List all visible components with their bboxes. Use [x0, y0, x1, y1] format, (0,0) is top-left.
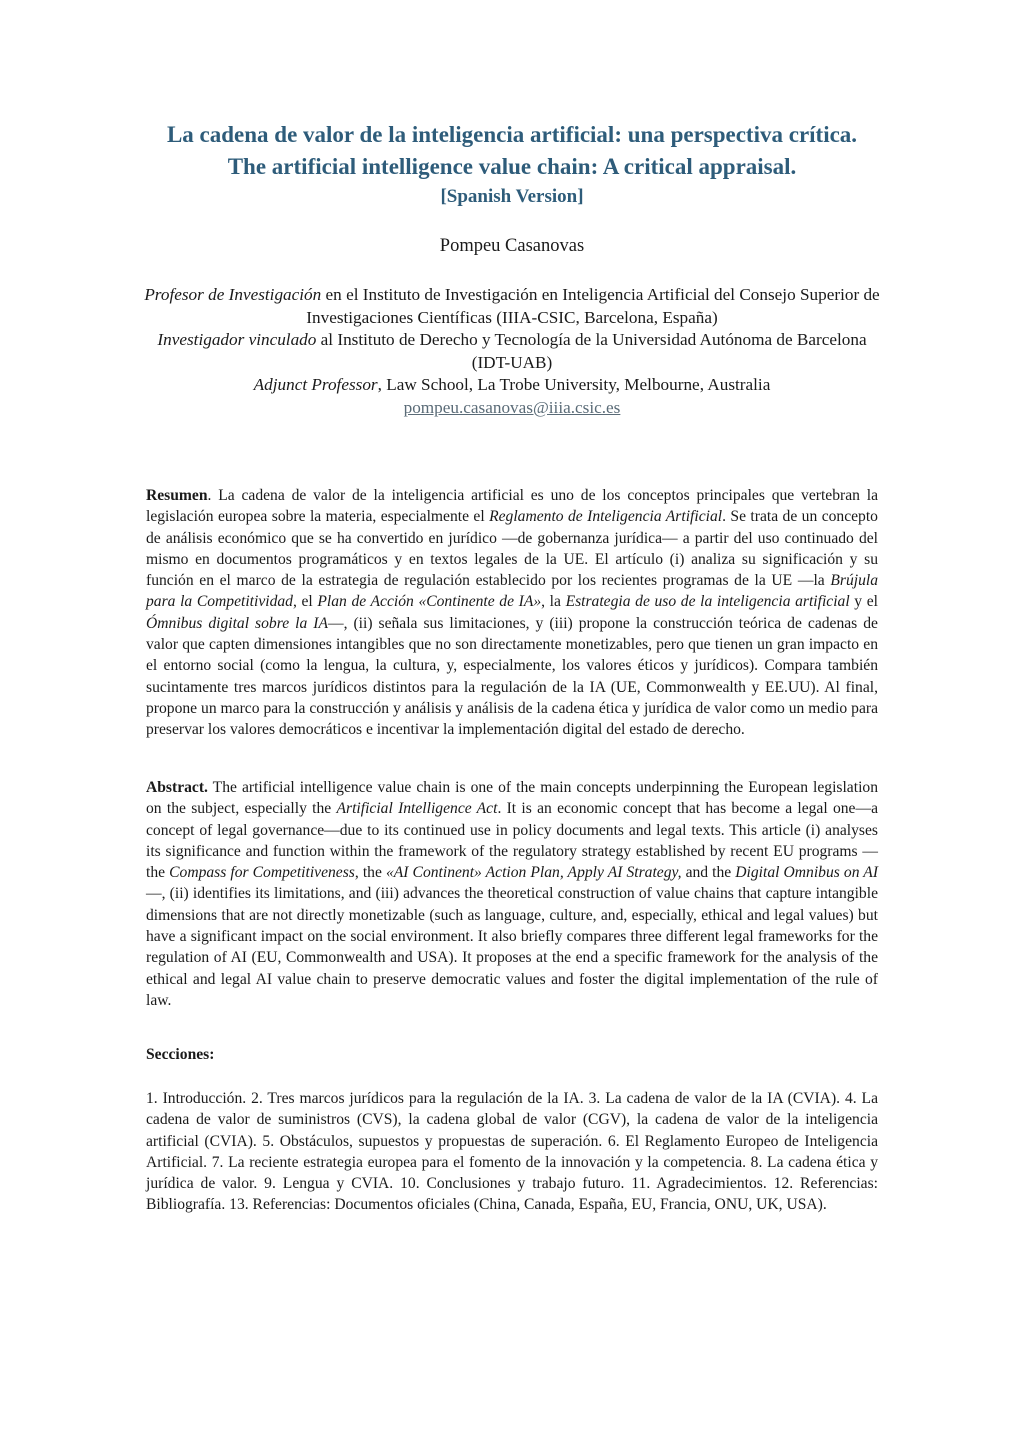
abstract-italic-4: Digital Omnibus on AI	[735, 864, 879, 882]
abstract-text-1: The artificial intelligence value chain is one of the main concepts underpinning the European legislation on the subject, especially the	[146, 779, 878, 818]
author-name: Pompeu Casanovas	[439, 236, 585, 256]
abstract-paragraph	[146, 777, 878, 1011]
resumen-text-6: —, (ii) señala sus limitaciones, y (iii) propone la construcción teórica de cadenas de valor que capten dimensiones intangibles que no son directamente monetizables, pero que tienen un gran impacto en el entorno social (como la lengua, la cultura, y, especialmente, los valores éticos y jurídicos). Compara también sucintamente tres marcos jurídicos distintos para la regulación de la IA (UE, Commonwealth y EE.UU). Al final, propone un marco para la construcción y análisis y análisis de la cadena ética y jurídica de valor como un medio para preservar los valores democráticos e incentivar la implementación digital del estado de derecho.	[146, 614, 878, 739]
title-spanish: La cadena de valor de la inteligencia artificial: una perspectiva crítica.	[166, 122, 858, 147]
affiliation-2-text: al Instituto de Derecho y Tecnología de la Universidad Autónoma de Barcelona (IDT-UAB)	[316, 330, 867, 372]
affiliation-2	[140, 329, 884, 374]
resumen-italic-5: Ómnibus digital sobre la IA	[146, 614, 328, 632]
abstract-text-4: and the	[681, 864, 736, 882]
affiliation-1-role: Profesor de Investigación	[144, 285, 322, 304]
affiliation-2-role: Investigador vinculado	[157, 330, 317, 350]
resumen-text-1: . La cadena de valor de la inteligencia artificial es uno de los conceptos principales que vertebran la legislación europea sobre la materia, especialmente el	[146, 487, 878, 526]
abstract-text-3: , the	[354, 864, 386, 882]
abstract-text-2: . It is an economic concept that has become a legal one—a concept of legal governance—due to its continued use in policy documents and legal texts. This article (i) analyses its significance and function within the framework of the regulatory strategy established by recent EU programs —the	[146, 800, 878, 882]
abstract-section	[146, 777, 878, 1011]
author-email-link[interactable]: pompeu.casanovas@iiia.csic.es	[403, 397, 621, 417]
affiliation-1	[140, 284, 884, 329]
abstract-text-5: —, (ii) identifies its limitations, and (iii) advances the theoretical construction of value chains that capture intangible dimensions that are not directly monetizable (such as language, culture, and, especially, ethical and legal values) but have a significant impact on the social environment. It also briefly compares three different legal frameworks for the regulation of AI (EU, Commonwealth and USA). It proposes at the end a specific framework for the analysis of the ethical and legal AI value chain to preserve democratic values and foster the digital implementation of the rule of law.	[146, 885, 878, 1009]
title-version: [Spanish Version]	[440, 186, 584, 207]
affiliation-3-role: Adjunct Professor	[253, 375, 378, 395]
affiliation-1-text: en el Instituto de Investigación en Inteligencia Artificial del Consejo Superior de Investigaciones Científicas (IIIA-CSIC, Barcelona, España)	[306, 285, 880, 327]
resumen-italic-4: Estrategia de uso de la inteligencia artificial	[565, 593, 850, 611]
affiliation-3-text: , Law School, La Trobe University, Melbourne, Australia	[377, 375, 771, 395]
abstract-label: Abstract.	[146, 779, 208, 796]
abstract-italic-3: «AI Continent» Action Plan, Apply AI Strategy,	[385, 864, 682, 882]
resumen-text-4: , la	[541, 593, 566, 611]
email-line	[140, 397, 884, 420]
title-english: The artificial intelligence value chain: A critical appraisal.	[227, 154, 797, 179]
resumen-italic-2: Brújula para la Competitividad	[146, 572, 878, 611]
resumen-italic-3: Plan de Acción «Continente de IA»	[317, 593, 542, 611]
resumen-paragraph	[146, 485, 878, 741]
resumen-label: Resumen	[146, 487, 208, 504]
abstract-italic-1: Artificial Intelligence Act	[336, 800, 498, 818]
title-block	[100, 119, 924, 210]
resumen-section	[146, 485, 878, 741]
affiliation-3	[140, 374, 884, 397]
affiliations	[140, 284, 884, 420]
resumen-text-5: y el	[849, 593, 878, 611]
resumen-italic-1: Reglamento de Inteligencia Artificial	[489, 508, 723, 526]
sections-heading: Secciones:	[146, 1046, 215, 1063]
sections-list: 1. Introducción. 2. Tres marcos jurídicos para la regulación de la IA. 3. La cadena de valor de la IA (CVIA). 4. La cadena de valor de suministros (CVS), la cadena global de valor (CGV), la cadena de valor de la inteligencia artificial (CVIA). 5. Obstáculos, supuestos y propuestas de superación. 6. El Reglamento Europeo de Inteligencia Artificial. 7. La reciente estrategia europea para el fomento de la innovación y la competencia. 8. La cadena ética y jurídica de valor. 9. Lengua y CVIA. 10. Conclusiones y trabajo futuro. 11. Agradecimientos. 12. Referencias: Bibliografía. 13. Referencias: Documentos oficiales (China, Canada, España, EU, Francia, ONU, UK, USA).	[146, 1090, 878, 1214]
resumen-text-2: . Se trata de un concepto de análisis económico que se ha convertido en jurídico —de gobernanza jurídica— a partir del uso continuado del mismo en documentos programáticos y en textos legales de la UE. El artículo (i) analiza su significación y su función en el marco de la estrategia de regulación establecido por los recientes programas de la UE —la	[146, 508, 878, 590]
resumen-text-3: , el	[292, 593, 318, 611]
abstract-italic-2: Compass for Competitiveness	[169, 864, 355, 882]
